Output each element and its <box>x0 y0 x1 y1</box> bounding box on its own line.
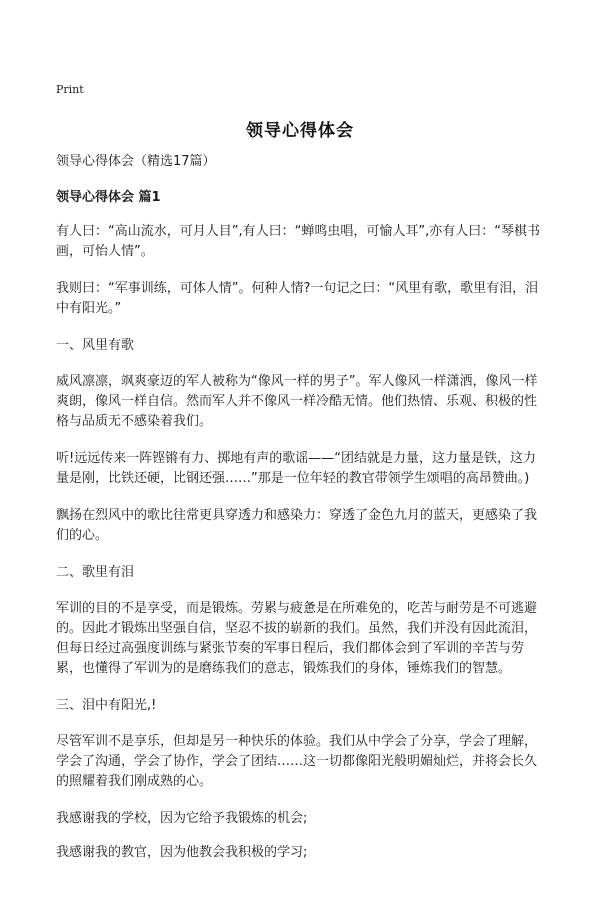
paragraph: 我感谢我的学校，因为它给予我锻炼的机会; <box>56 811 308 826</box>
document-subtitle: 领导心得体会（精选17篇） <box>56 154 216 169</box>
sub-heading: 二、歌里有泪 <box>56 565 135 580</box>
paragraph: 军训的目的不是享受，而是锻炼。劳累与疲惫是在所难免的，吃苦与耐劳是不可逃避的。因此才锻炼出坚强自信，坚忍不拔的崭新的我们。虽然，我们并没有因此流泪，但每日经过高强度训练与紧张节奏的军事日程后，我们都体会到了军训的辛苦与劳累，也懂得了军训为的是磨练我们的意志，锻炼我们的身体，锤炼我们的智慧。 <box>56 601 538 676</box>
sub-heading: 三、泪中有阳光,! <box>56 698 157 713</box>
section-heading: 领导心得体会 篇1 <box>56 190 161 205</box>
paragraph: 我感谢我的教官，因为他教会我积极的学习; <box>56 845 308 860</box>
page-title: 领导心得体会 <box>246 121 354 141</box>
paragraph: 我则曰：“军事训练，可体人情”。何种人情?一句记之曰：“风里有歌，歌里有泪，泪中有阳光。” <box>56 281 539 316</box>
paragraph: 有人曰：“高山流水，可月人目”,有人曰：“蝉鸣虫唱，可愉人耳”,亦有人曰：“琴棋书画，可怡人情”。 <box>56 224 540 259</box>
print-label: Print <box>56 83 84 96</box>
paragraph: 尽管军训不是享乐，但却是另一种快乐的体验。我们从中学会了分享，学会了理解，学会了沟通，学会了协作，学会了团结……这一切都像阳光般明媚灿烂，并将会长久的照耀着我们刚成熟的心。 <box>56 734 538 789</box>
paragraph: 威风凛凛，飒爽豪迈的军人被称为“像风一样的男子”。军人像风一样潇洒，像风一样爽朗，像风一样自信。然而军人并不像风一样冷酷无情。他们热情、乐观、积极的性格与品质无不感染着我们。 <box>56 374 538 429</box>
sub-heading: 一、风里有歌 <box>56 338 135 353</box>
document-body <box>56 152 548 877</box>
paragraph: 飘扬在烈风中的歌比往常更具穿透力和感染力：穿透了金色九月的蓝天，更感染了我们的心。 <box>56 508 538 543</box>
paragraph: 听!远远传来一阵铿锵有力、掷地有声的歌谣——“团结就是力量，这力量是铁，这力量是刚，比铁还硬，比钢还强……”那是一位年轻的教官带领学生颂唱的高昂赞曲。) <box>56 451 536 486</box>
